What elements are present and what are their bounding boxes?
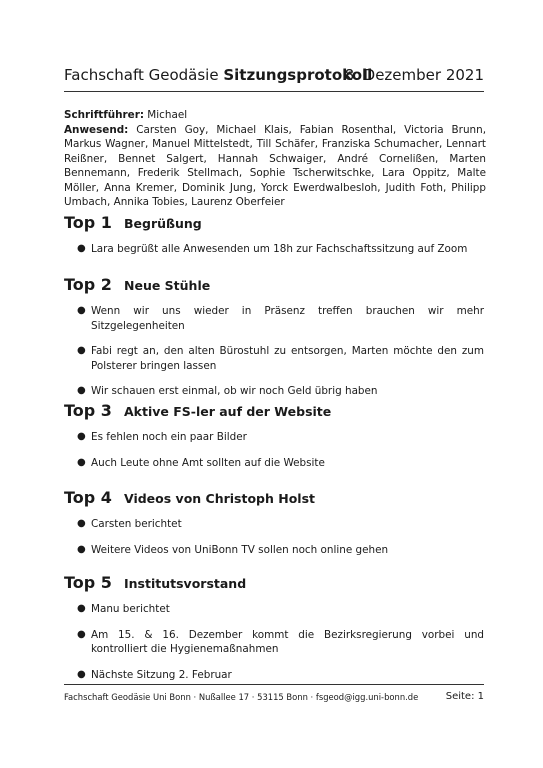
section-heading — [64, 271, 484, 293]
agenda-section-4 — [64, 484, 484, 557]
bullet-icon: ● — [77, 385, 86, 396]
section-number: Top 1 — [64, 213, 112, 232]
bullet-icon: ● — [77, 456, 86, 468]
agenda-section-3 — [64, 397, 484, 470]
bullet-icon: ● — [77, 431, 86, 442]
section-items — [64, 242, 484, 257]
section-heading — [64, 484, 484, 506]
list-item: ● Lara begrüßt alle Anwesenden um 18h zur Fachschaftssitzung auf Zoom — [77, 243, 468, 255]
list-item: ● Am 15. & 16. Dezember kommt die Bezirksregierung vorbei und kontrolliert die Hygienemaßnahmen — [77, 628, 484, 655]
bullet-icon: ● — [77, 603, 86, 614]
agenda-section-2 — [64, 271, 484, 399]
section-heading — [64, 569, 484, 591]
agenda-section-5 — [64, 569, 484, 682]
section-title: Begrüßung — [124, 216, 202, 231]
writer-name: Michael — [147, 109, 188, 121]
list-item: ● Wir schauen erst einmal, ob wir noch Geld übrig haben — [77, 385, 378, 397]
section-items — [64, 430, 484, 470]
protocol-meta — [64, 108, 486, 210]
list-item: ● Manu berichtet — [77, 603, 170, 615]
bullet-icon: ● — [77, 243, 86, 254]
attendees-line — [64, 123, 486, 210]
footer-address: Fachschaft Geodäsie Uni Bonn · Nußallee 17 · 53115 Bonn · fsgeod@igg.uni-bonn.de — [64, 692, 419, 702]
list-item: ● Wenn wir uns wieder in Präsenz treffen brauchen wir mehr Sitzgelegenheiten — [77, 305, 484, 332]
list-item: ● Fabi regt an, den alten Bürostuhl zu entsorgen, Marten möchte den zum Polsterer bringen lassen — [77, 345, 484, 372]
header-divider — [64, 91, 484, 92]
section-items — [64, 602, 484, 682]
bullet-icon: ● — [77, 668, 86, 680]
section-heading — [64, 397, 484, 419]
section-items — [64, 517, 484, 557]
section-items — [64, 304, 484, 399]
page-header — [64, 64, 484, 86]
section-number: Top 5 — [64, 573, 112, 592]
page-number: Seite: 1 — [445, 691, 484, 702]
agenda-section-1 — [64, 209, 484, 257]
list-item: ● Nächste Sitzung 2. Februar — [77, 668, 232, 681]
list-item: ● Auch Leute ohne Amt sollten auf die Website — [77, 456, 325, 469]
bullet-icon: ● — [77, 345, 86, 356]
writer-line — [64, 108, 486, 123]
header-doctype: Sitzungsprotokoll — [223, 66, 373, 84]
writer-label: Schriftführer: — [64, 109, 144, 121]
list-item: ● Weitere Videos von UniBonn TV sollen noch online gehen — [77, 543, 389, 556]
section-title: Videos von Christoph Holst — [124, 491, 316, 506]
bullet-icon: ● — [77, 305, 86, 316]
section-title: Institutsvorstand — [124, 576, 247, 591]
bullet-icon: ● — [77, 543, 86, 555]
section-heading — [64, 209, 484, 231]
attendees-label: Anwesend: — [64, 123, 129, 136]
header-date: 8. Dezember 2021 — [344, 66, 484, 84]
section-title: Aktive FS-ler auf der Website — [124, 404, 332, 419]
section-number: Top 3 — [64, 401, 112, 420]
section-number: Top 4 — [64, 488, 112, 507]
page-footer — [64, 690, 484, 704]
list-item: ● Es fehlen noch ein paar Bilder — [77, 431, 247, 443]
list-item: ● Carsten berichtet — [77, 518, 182, 530]
section-number: Top 2 — [64, 275, 112, 294]
bullet-icon: ● — [77, 518, 86, 529]
header-org: Fachschaft Geodäsie — [64, 66, 219, 84]
bullet-icon: ● — [77, 628, 86, 640]
section-title: Neue Stühle — [124, 278, 211, 293]
footer-divider — [64, 684, 484, 685]
attendees-list: Carsten Goy, Michael Klais, Fabian Rosenthal, Victoria Brunn, Markus Wagner, Manuel Mittelstedt, Till Schäfer, Franziska Schumacher, Lennart Reißner, Bennet Salgert, Hannah Schwaiger, André Cornelißen, Marten Bennemann, Frederik Stellmach, Sophie Tscherwitschke, Lara Oppitz, Malte Möller, Anna Kremer, Dominik Jung, Yorck Ewerdwalbesloh, Judith Foth, Philipp Umbach, Annika Tobies, Laurenz Oberfeier — [64, 123, 486, 208]
